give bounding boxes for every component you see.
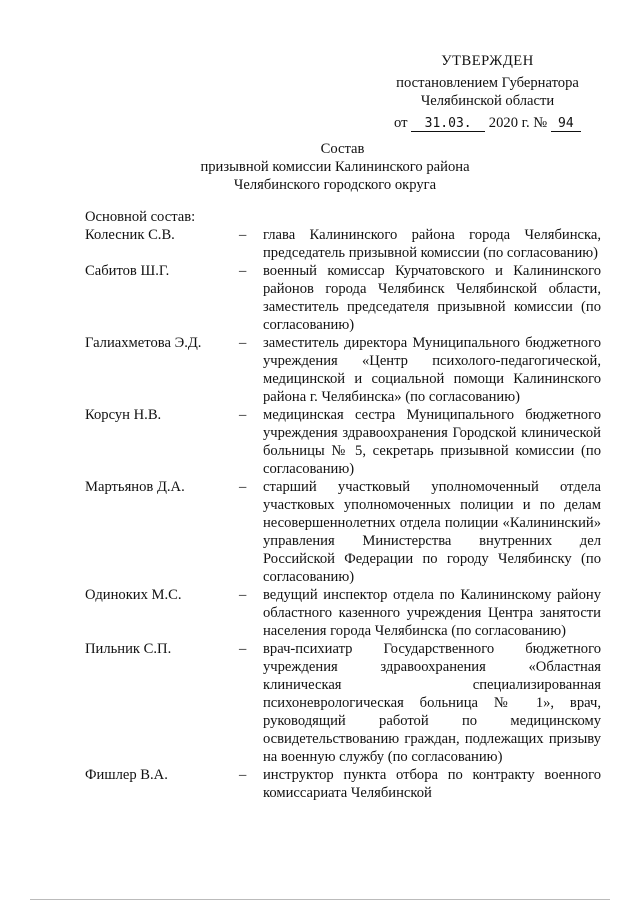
member-name: Пильник С.П.: [85, 641, 172, 657]
member-name: Галиахметова Э.Д.: [85, 335, 202, 351]
decree-line: [394, 114, 595, 132]
approval-line-2: Челябинской области: [420, 93, 555, 109]
decree-date: 31.03.: [411, 116, 485, 132]
member-name: Сабитов Ш.Г.: [85, 263, 170, 279]
section-label: Основной состав:: [85, 209, 196, 225]
approval-block: [380, 52, 595, 132]
member-dash: –: [239, 263, 247, 279]
member-dash: –: [239, 227, 247, 243]
approval-title: УТВЕРЖДЕН: [441, 53, 534, 69]
member-role: ведущий инспектор отдела по Калининскому району областного казенного учреждения Центра занятости населения города Челябинска (по согласованию): [263, 587, 601, 639]
from-label: от: [394, 115, 408, 131]
year-label: 2020 г. №: [488, 115, 548, 131]
member-dash: –: [239, 641, 247, 657]
member-dash: –: [239, 587, 247, 603]
member-name: Одиноких М.С.: [85, 587, 182, 603]
member-row: [85, 640, 601, 766]
heading-line-2: призывной комиссии Калининского района: [200, 159, 470, 175]
member-role: глава Калининского района города Челябинска, председатель призывной комиссии (по согласованию): [263, 227, 601, 261]
member-role: военный комиссар Курчатовского и Калининского районов города Челябинск Челябинской области, заместитель председателя призывной комиссии (по согласованию): [263, 263, 601, 333]
member-row: [85, 766, 601, 802]
decree-number: 94: [551, 116, 581, 132]
member-role: старший участковый уполномоченный отдела участковых уполномоченных полиции и по делам несовершеннолетних отдела полиции «Калининский» управления Министерства внутренних дел Российской Федерации по городу Челябинску (по согласованию): [263, 479, 601, 585]
member-row: [85, 334, 601, 406]
page-bottom-edge: [30, 899, 610, 900]
member-row: [85, 226, 601, 262]
heading-line-3: Челябинского городского округа: [233, 177, 437, 193]
members-list: [85, 226, 601, 802]
member-row: [85, 262, 601, 334]
member-dash: –: [239, 767, 247, 783]
member-role: заместитель директора Муниципального бюджетного учреждения «Центр психолого-педагогической, медицинской и социальной помощи Калининского района г. Челябинска» (по согласованию): [263, 335, 601, 405]
member-role: врач-психиатр Государственного бюджетного учреждения здравоохранения «Областная клиническая специализированная психоневрологическая больница № 1», врач, руководящий работой по медицинскому освидетельствованию граждан, подлежащих призыву на военную службу (по согласованию): [263, 641, 601, 765]
member-role: инструктор пункта отбора по контракту военного комиссариата Челябинской: [263, 767, 601, 801]
member-name: Мартьянов Д.А.: [85, 479, 185, 495]
member-dash: –: [239, 407, 247, 423]
member-row: [85, 406, 601, 478]
member-role: медицинская сестра Муниципального бюджетного учреждения здравоохранения Городской клинической больницы № 5, секретарь призывной комиссии (по согласованию): [263, 407, 601, 477]
approval-line-1: постановлением Губернатора: [396, 75, 579, 91]
member-row: [85, 586, 601, 640]
heading-title: Состав: [320, 141, 365, 157]
document-heading: [0, 140, 640, 194]
member-name: Фишлер В.А.: [85, 767, 168, 783]
member-name: Корсун Н.В.: [85, 407, 162, 423]
member-row: [85, 478, 601, 586]
member-dash: –: [239, 335, 247, 351]
member-name: Колесник С.В.: [85, 227, 175, 243]
member-dash: –: [239, 479, 247, 495]
